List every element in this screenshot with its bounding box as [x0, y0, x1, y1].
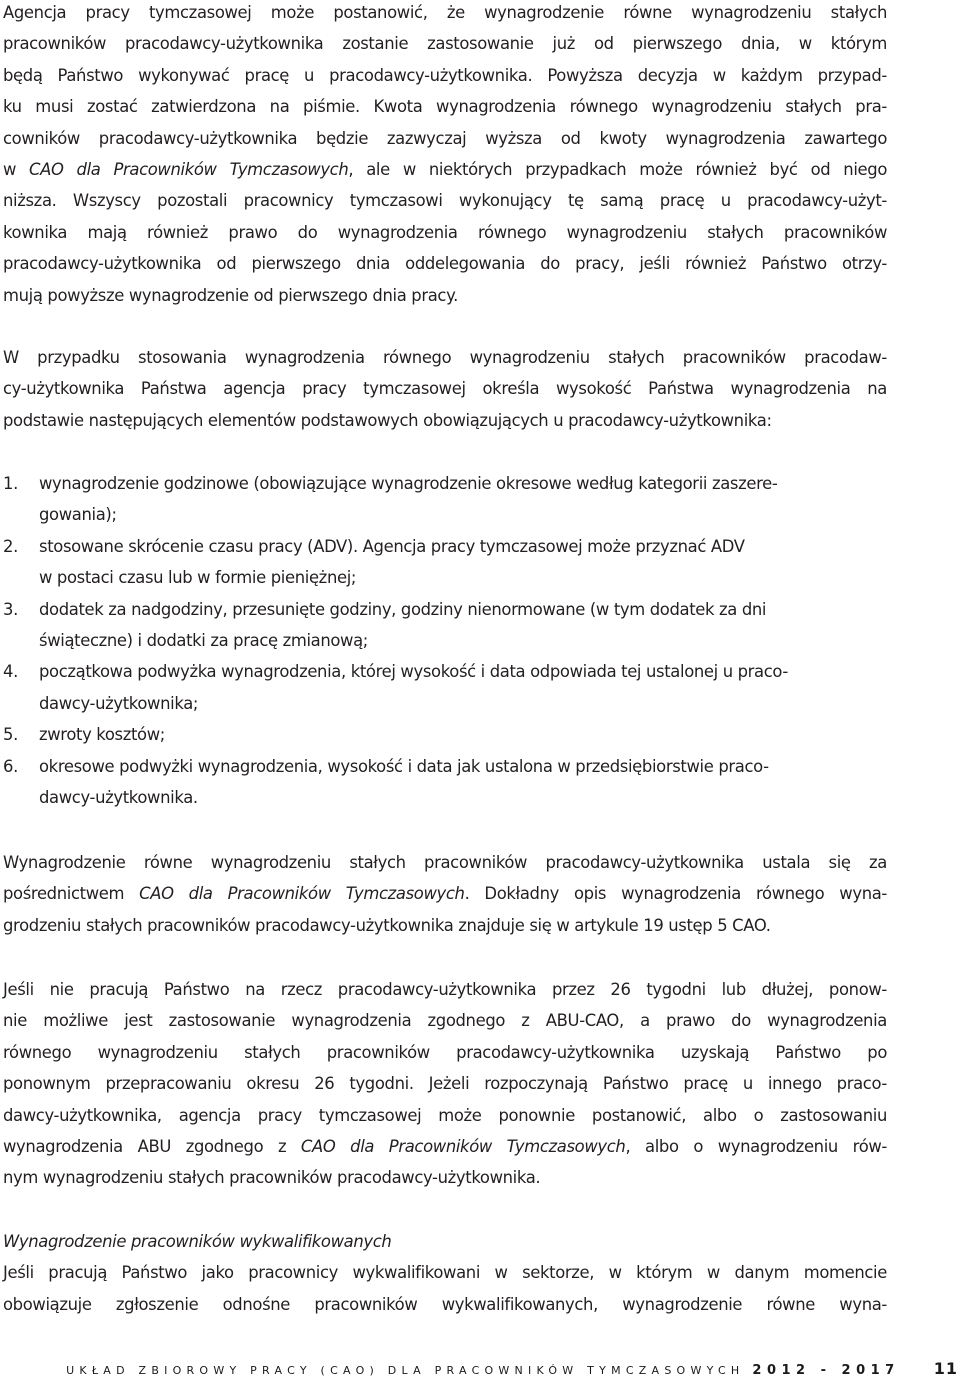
text-line: niższa. Wszyscy pozostali pracownicy tymczasowi wykonujący tę samą pracę u pracodawcy-użyt- [3, 191, 887, 211]
list-item [3, 594, 887, 657]
list-text: świąteczne) i dodatki za pracę zmianową; [39, 630, 368, 650]
section-skilled-workers [3, 1226, 887, 1320]
italic-title: CAO dla Pracowników Tymczasowych [139, 884, 465, 904]
page-footer [66, 1359, 960, 1381]
text-line: cy-użytkownika Państwa agencja pracy tymczasowej określa wysokość Państwa wynagrodzenia na [3, 379, 887, 399]
list-item [3, 719, 887, 750]
list-text: dawcy-użytkownika. [39, 787, 198, 807]
list-text: zwroty kosztów; [39, 725, 165, 745]
list-item [3, 468, 887, 531]
list-item [3, 656, 887, 719]
text-line: obowiązuje zgłoszenie odnośne pracowników wykwalifikowanych, wynagrodzenie równe wyna- [3, 1294, 887, 1314]
text-line: nym wynagrodzeniu stałych pracowników pracodawcy-użytkownika. [3, 1168, 541, 1188]
section-heading: Wynagrodzenie pracowników wykwalifikowanych [3, 1232, 392, 1251]
list-number: 2. [3, 536, 18, 556]
text-segment: pośrednictwem [3, 884, 140, 904]
list-number: 5. [3, 725, 18, 745]
paragraph-1 [3, 0, 887, 311]
text-line: pracodawcy-użytkownika od pierwszego dnia oddelegowania do pracy, jeśli również Państwo otrzy- [3, 254, 887, 274]
list-item [3, 531, 887, 594]
list-item [3, 751, 887, 814]
text-line [3, 878, 887, 909]
list-text: początkowa podwyżka wynagrodzenia, której wysokość i data odpowiada tej ustalonej u praco- [39, 662, 788, 682]
text-segment: wynagrodzenia ABU zgodnego z [3, 1136, 301, 1156]
text-line [3, 1131, 887, 1162]
text-line: Jeśli pracują Państwo jako pracownicy wykwalifikowani w sektorze, w którym w danym momencie [3, 1263, 887, 1283]
text-line: równego wynagrodzeniu stałych pracowników pracodawcy-użytkownika uzyskają Państwo po [3, 1042, 887, 1062]
text-line: będą Państwo wykonywać pracę u pracodawcy-użytkownika. Powyższa decyzja w każdym przypad- [3, 65, 887, 85]
list-text: okresowe podwyżki wynagrodzenia, wysokość i data jak ustalona w przedsiębiorstwie praco- [39, 756, 769, 776]
italic-title: CAO dla Pracowników Tymczasowych [29, 159, 349, 179]
text-line: dawcy-użytkownika, agencja pracy tymczasowej może ponownie postanowić, albo o zastosowaniu [3, 1105, 887, 1125]
text-line: ku musi zostać zatwierdzona na piśmie. Kwota wynagrodzenia równego wynagrodzeniu stałych pra- [3, 97, 887, 117]
list-number: 1. [3, 474, 18, 493]
text-line: grodzeniu stałych pracowników pracodawcy-użytkownika znajduje się w artykule 19 ustęp 5 CAO. [3, 915, 771, 935]
text-line: ponownym przepracowaniu okresu 26 tygodni. Jeżeli rozpoczynają Państwo pracę u innego praco- [3, 1074, 887, 1094]
text-line: kownika mają również prawo do wynagrodzenia równego wynagrodzeniu stałych pracowników [3, 222, 887, 242]
list-number: 6. [3, 756, 18, 776]
paragraph-4 [3, 974, 887, 1194]
numbered-list [3, 468, 887, 813]
paragraph-3 [3, 847, 887, 941]
list-text: gowania); [39, 505, 117, 525]
text-line: cowników pracodawcy-użytkownika będzie zazwyczaj wyższa od kwoty wynagrodzenia zawartego [3, 128, 887, 148]
list-number: 4. [3, 662, 18, 682]
text-line: podstawie następujących elementów podstawowych obowiązujących u pracodawcy-użytkownika: [3, 410, 772, 430]
footer-title: UKŁAD ZBIOROWY PRACY (CAO) DLA PRACOWNIKÓW TYMCZASOWYCH [66, 1364, 745, 1377]
list-text: w postaci czasu lub w formie pieniężnej; [39, 568, 357, 588]
text-segment: , albo o wynagrodzeniu rów- [625, 1136, 887, 1156]
page-number: 11 [933, 1359, 958, 1378]
list-text: stosowane skrócenie czasu pracy (ADV). Agencja pracy tymczasowej może przyznać ADV [39, 536, 745, 556]
list-text: dodatek za nadgodziny, przesunięte godziny, godziny nienormowane (w tym dodatek za dni [39, 599, 767, 619]
text-line: Wynagrodzenie równe wynagrodzeniu stałych pracowników pracodawcy-użytkownika ustala się za [3, 853, 887, 872]
list-text: dawcy-użytkownika; [39, 693, 199, 713]
text-segment: . Dokładny opis wynagrodzenia równego wyna- [464, 884, 887, 904]
text-line: Jeśli nie pracują Państwo na rzecz pracodawcy-użytkownika przez 26 tygodni lub dłużej, ponow- [3, 980, 887, 999]
text-line: nie możliwe jest zastosowanie wynagrodzenia zgodnego z ABU-CAO, a prawo do wynagrodzenia [3, 1011, 887, 1031]
text-line: pracowników pracodawcy-użytkownika zostanie zastosowanie już od pierwszego dnia, w którym [3, 34, 887, 54]
list-number: 3. [3, 599, 18, 619]
text-line [3, 154, 887, 185]
text-line: W przypadku stosowania wynagrodzenia równego wynagrodzeniu stałych pracowników pracodaw- [3, 348, 887, 367]
text-segment: w [3, 159, 30, 179]
italic-title: CAO dla Pracowników Tymczasowych [300, 1136, 626, 1156]
text-line: mują powyższe wynagrodzenie od pierwszego dnia pracy. [3, 285, 458, 305]
paragraph-2 [3, 342, 887, 436]
list-text: wynagrodzenie godzinowe (obowiązujące wynagrodzenie okresowe według kategorii zaszere- [39, 474, 778, 493]
text-line: Agencja pracy tymczasowej może postanowić, że wynagrodzenie równe wynagrodzeniu stałych [3, 3, 887, 22]
text-segment: , ale w niektórych przypadkach może również być od niego [348, 159, 887, 179]
footer-years: 2012 - 2017 [752, 1363, 900, 1378]
